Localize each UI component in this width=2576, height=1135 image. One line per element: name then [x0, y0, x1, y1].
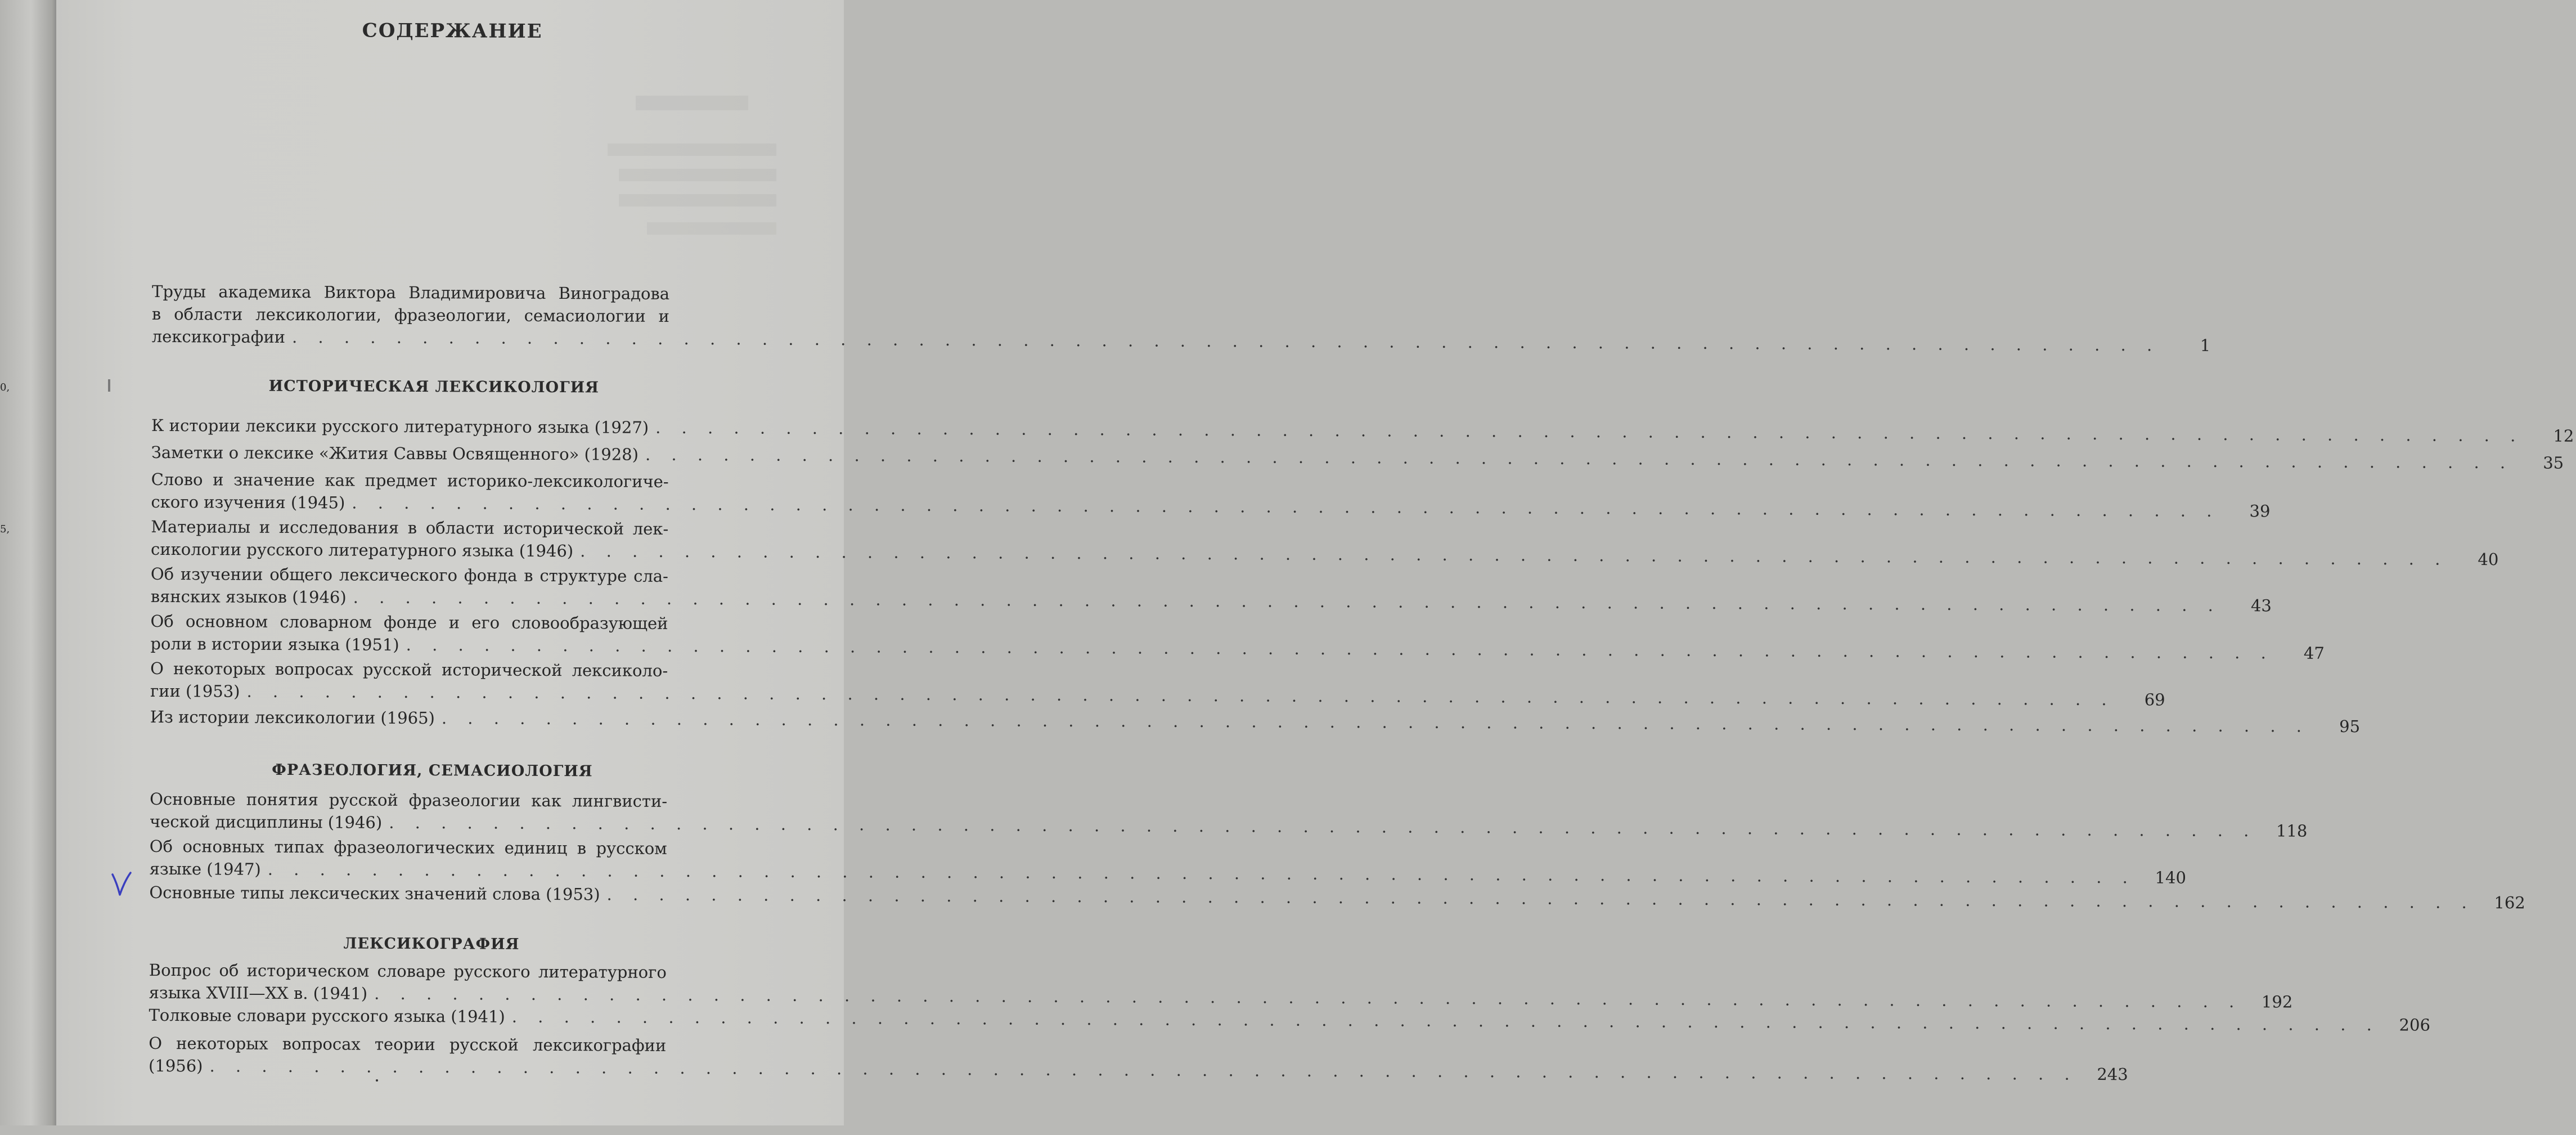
toc-entry — [149, 835, 2187, 887]
page-number: 192 — [2261, 992, 2293, 1012]
entry-text: Материалы и исследования в области исторической лек- — [151, 517, 669, 539]
entry-text: Об изучении общего лексического фонда в структуре сла- — [150, 564, 668, 586]
toc-entry — [151, 468, 2271, 521]
page-number: 206 — [2399, 1015, 2431, 1035]
toc-entry — [151, 414, 2574, 446]
page-number: 140 — [2155, 868, 2187, 887]
entry-text: Толковые словари русского языка (1941) — [149, 1005, 505, 1026]
entry-text: ческой дисциплины (1946) — [149, 811, 383, 832]
page-number: 47 — [2303, 643, 2325, 663]
margin-mark: 0, — [0, 382, 10, 393]
dot-leader — [600, 883, 2475, 914]
toc-entry — [150, 610, 2325, 663]
entry-text: сикологии русского литературного языка (1946) — [151, 539, 574, 561]
entry-text: О некоторых вопросах русской исторической лексиколо- — [150, 658, 668, 680]
dot-leader — [649, 416, 2523, 447]
toc-entry — [151, 515, 2499, 569]
toc-entry — [149, 881, 2525, 913]
page-number: 12 — [2553, 426, 2574, 446]
toc-entry — [149, 959, 2293, 1012]
toc-entry — [150, 706, 2361, 737]
entry-text: ского изучения (1945) — [151, 492, 345, 513]
pencil-mark — [108, 379, 110, 392]
toc-entry — [151, 441, 2564, 473]
entry-text: лексикографии — [151, 326, 286, 347]
entry-text: роли в истории языка (1951) — [150, 634, 399, 654]
dot-leader — [240, 680, 2114, 711]
entry-text: Основные типы лексических значений слова (1953) — [149, 882, 600, 904]
margin-mark: 5, — [0, 523, 10, 535]
entry-text: Основные понятия русской фразеологии как лингвисти- — [150, 789, 668, 811]
dot-leader — [573, 540, 2448, 571]
page-number: 1 — [2200, 335, 2211, 355]
toc-entry — [150, 657, 2165, 710]
entry-text: гии (1953) — [150, 681, 240, 701]
page-number: 243 — [2097, 1065, 2128, 1084]
page-number: 43 — [2250, 596, 2272, 616]
entry-text: вянских языков (1946) — [150, 586, 347, 607]
entry-text: (1956) — [149, 1056, 203, 1076]
page-number: 40 — [2478, 549, 2499, 569]
page-number: 118 — [2276, 821, 2308, 841]
entry-text: Из истории лексикологии (1965) — [150, 707, 435, 728]
entry-text: О некоторых вопросах теории русской лексикографии — [149, 1033, 667, 1055]
section-heading: ЛЕКСИКОГРАФИЯ — [343, 935, 520, 953]
section-heading: ИСТОРИЧЕСКАЯ ЛЕКСИКОЛОГИЯ — [268, 377, 600, 397]
entry-text: Об основном словарном фонде и его словообразующей — [150, 611, 668, 633]
entry-text: Труды академика Виктора Владимировича Виноградова — [152, 281, 670, 303]
entry-text: в области лексикологии, фразеологии, семасиологии и — [151, 304, 669, 326]
page-number: 35 — [2543, 453, 2564, 473]
dot-leader — [285, 326, 2160, 357]
page-number: 95 — [2339, 716, 2361, 737]
toc-entry — [149, 1004, 2431, 1035]
toc-entry — [149, 1032, 2128, 1084]
entry-text: Заметки о лексике «Жития Саввы Освященного» (1928) — [151, 442, 639, 464]
entry-text: языка XVIII—XX в. (1941) — [149, 983, 368, 1003]
entry-text: Об основных типах фразеологических единиц в русском — [149, 836, 667, 858]
dot-leader — [435, 707, 2309, 738]
page-number: 162 — [2494, 893, 2525, 913]
page-title: СОДЕРЖАНИЕ — [362, 19, 543, 43]
handwritten-check-icon — [110, 871, 133, 897]
page-number: 69 — [2144, 690, 2165, 710]
toc-entry — [151, 280, 2211, 355]
entry-text: Вопрос об историческом словаре русского литературного — [149, 960, 667, 982]
dust-speck — [376, 1079, 378, 1082]
entry-text: К истории лексики русского литературного языка (1927) — [151, 415, 649, 437]
entry-text: языке (1947) — [149, 859, 261, 879]
entry-text: Слово и значение как предмет историко-лексикологиче- — [151, 469, 669, 491]
toc-entry — [149, 788, 2308, 841]
section-heading: ФРАЗЕОЛОГИЯ, СЕМАСИОЛОГИЯ — [272, 761, 593, 780]
page-number: 39 — [2249, 501, 2271, 521]
dot-leader — [203, 1055, 2077, 1085]
dot-leader — [639, 443, 2513, 474]
toc-entry — [150, 563, 2272, 616]
